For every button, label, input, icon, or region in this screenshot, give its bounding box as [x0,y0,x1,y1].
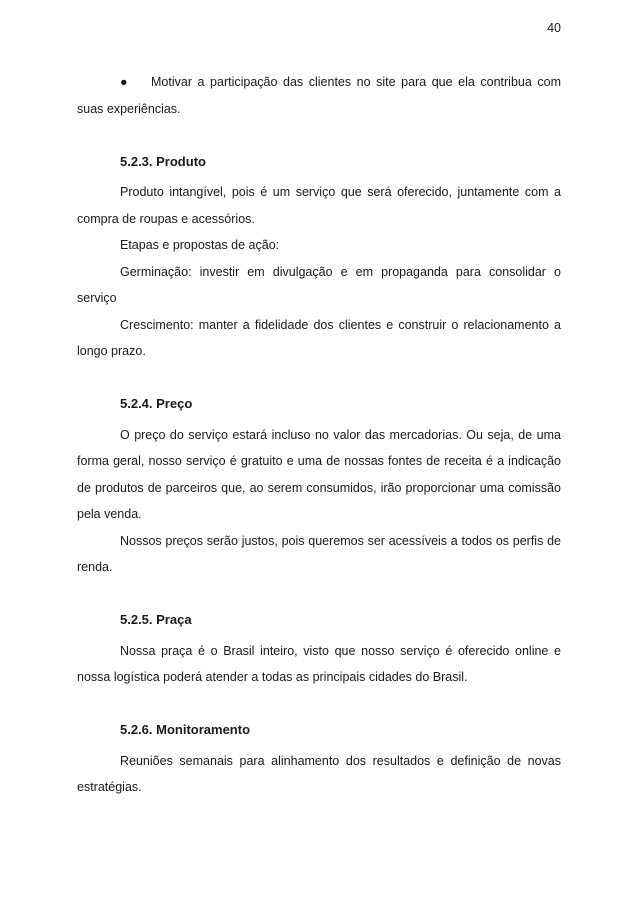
spacer [77,122,561,149]
spacer [77,691,561,718]
paragraph: Germinação: investir em divulgação e em propaganda para consolidar o serviço [77,264,561,305]
paragraph: Produto intangível, pois é um serviço que será oferecido, juntamente com a compra de roupas e acessórios. [77,185,561,226]
bullet-mark: ● [120,75,128,89]
section-monitoramento [77,717,561,801]
section-heading: 5.2.4. Preço [120,396,193,411]
paragraph: Nossos preços serão justos, pois queremos ser acessíveis a todos os perfis de renda. [77,533,561,574]
paragraph: Etapas e propostas de ação: [120,238,280,252]
paragraph: Crescimento: manter a fidelidade dos clientes e construir o relacionamento a longo prazo. [77,317,561,358]
bullet-text: Motivar a participação das clientes no site para que ela contribua com suas experiências. [77,75,561,116]
section-heading: 5.2.5. Praça [120,612,192,627]
section-praca [77,607,561,691]
page-number: 40 [547,21,561,35]
bullet-item [77,69,561,122]
section-preco [77,391,561,581]
spacer [77,581,561,608]
paragraph: O preço do serviço estará incluso no valor das mercadorias. Ou seja, de uma forma geral, nosso serviço é gratuito e uma de nossas fontes de receita é a indicação de produtos de parceiros que, ao serem consumidos, irão proporcionar uma comissão pela venda. [77,427,561,521]
spacer [77,365,561,392]
section-produto [77,149,561,365]
page-content [77,69,561,801]
paragraph: Reuniões semanais para alinhamento dos resultados e definição de novas estratégias. [77,753,561,794]
section-heading: 5.2.6. Monitoramento [120,722,251,737]
paragraph: Nossa praça é o Brasil inteiro, visto que nosso serviço é oferecido online e nossa logística poderá atender a todas as principais cidades do Brasil. [77,643,561,684]
section-heading: 5.2.3. Produto [120,153,206,169]
